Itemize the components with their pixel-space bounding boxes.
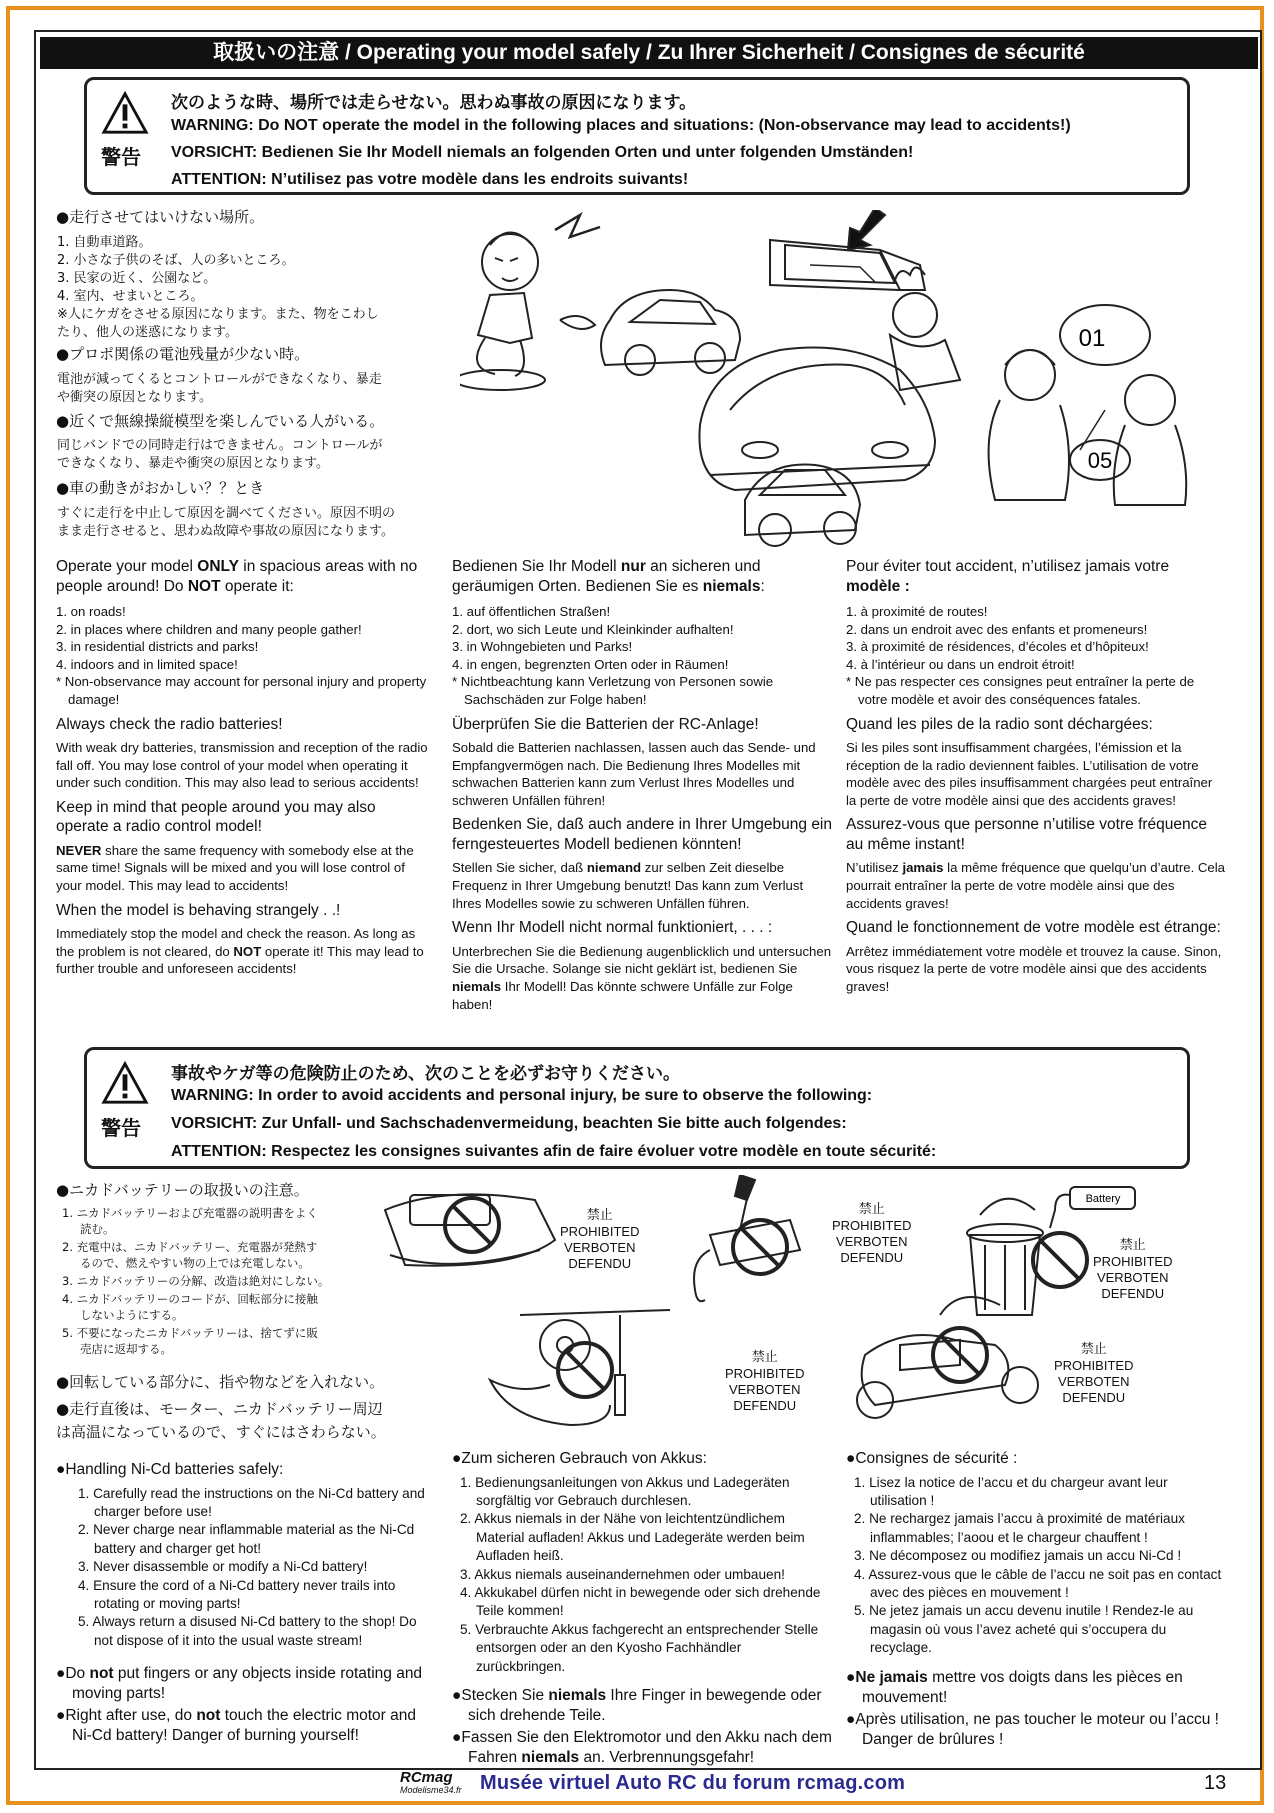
en-bullet-rotating: ●Do not put fingers or any objects inside rotating and moving parts! [56,1665,423,1703]
warning-jp: 次のような時、場所では走らせない。思わぬ事故の原因になります。 [171,93,697,113]
fr-paragraph: N’utilisez jamais la même fréquence que quelqu’un d’autre. Cela pourrait entraîner la perte de votre modèle ainsi que des accidents graves! [846,860,1226,911]
list-item: 4. Assurez-vous que le câble de l’accu ne soit pas en contact avec des pièces en mouvement ! [854,1566,1222,1600]
jp-line: 2. 充電中は、ニカドバッテリー、充電器が発熱す [62,1240,318,1254]
jp-heading-batteries: ●プロポ関係の電池残量が少ない時。 [56,345,310,363]
list-item: 4. Ensure the cord of a Ni-Cd battery never trails into rotating or moving parts! [78,1577,396,1611]
jp-line: ※人にケガをさせる原因になります。また、物をこわし [57,307,379,322]
list-item: 4. à l’intérieur ou dans un endroit étroit! [846,656,1075,672]
warning-fr: ATTENTION: Respectez les consignes suivantes afin de faire évoluer votre modèle en toute sécurité: [171,1143,937,1160]
jp-line: 電池が減ってくるとコントロールができなくなり、暴走 [57,372,382,387]
jp-line: まま走行させると、思わぬ故障や事故の原因になります。 [57,524,394,539]
list-item: 1. Lisez la notice de l’accu et du chargeur avant leur utilisation ! [854,1474,1168,1508]
warning-kanji: 警告 [101,1116,141,1140]
list-item: 3. à proximité de résidences, d’écoles et d’hôpiteux! [846,639,1149,655]
fr-heading-strange: Quand le fonctionnement de votre modèle est étrange: [846,919,1221,937]
fr-paragraph: Arrêtez immédiatement votre modèle et trouvez la cause. Sinon, vous risquez la perte de votre modèle ainsi que des accidents graves! [846,943,1222,994]
fr-heading-consignes: ●Consignes de sécurité : [846,1450,1018,1467]
de-paragraph: Stellen Sie sicher, daß niemand zur selben Zeit dieselbe Frequenz in Ihrer Umgebung benutzt! Das kann zum Verlust Ihres Modelles sowie zu schweren Unfällen führen. [452,860,804,911]
de-heading-akkus: ●Zum sicheren Gebrauch von Akkus: [452,1450,707,1467]
de-heading-strange: Wenn Ihr Modell nicht normal funktioniert, . . . : [452,919,773,937]
jp-heading-hot: ●走行直後は、モーター、ニカドバッテリー周辺 [56,1400,383,1418]
list-item: 2. Ne rechargez jamais l’accu à proximité de matériaux inflammables; l’aoou et le chargeur chauffent ! [854,1511,1185,1545]
prohibited-label-2: 禁止 PROHIBITED VERBOTEN DEFENDU [832,1202,912,1265]
jp-line: たり、他人の迷惑になります。 [57,325,238,340]
prohibited-label-4: 禁止 PROHIBITED VERBOTEN DEFENDU [725,1350,805,1413]
en-heading-batteries: Always check the radio batteries! [56,715,283,733]
de-paragraph: Unterbrechen Sie die Bedienung augenblicklich und untersuchen Sie die Ursache. Solange sie nicht geklärt ist, bedienen Sie niemals Ihr Modell! Das könnte schwere Unfälle zur Folge haben! [452,943,832,1012]
list-item: 3. in Wohngebieten und Parks! [452,639,633,655]
warning-jp: 事故やケガ等の危険防止のため、次のことを必ずお守りください。 [171,1064,680,1084]
en-nicd-list [56,1485,428,1651]
page-number: 13 [1204,1772,1227,1794]
jp-line: 3. ニカドバッテリーの分解、改造は絶対にしない。 [62,1274,330,1288]
list-item: 4. in engen, begrenzten Orten oder in Räumen! [452,656,729,672]
rcmag-logo: RCmag Modelisme34.fr [400,1769,462,1795]
en-heading-nicd: ●Handling Ni-Cd batteries safely: [56,1461,284,1478]
prohibited-label-5: 禁止 PROHIBITED VERBOTEN DEFENDU [1054,1342,1134,1405]
list-item: 5. Verbrauchte Akkus fachgerecht an entsprechender Stelle entsorgen oder an den Kyosho Fachhändler zurückbringen. [460,1621,819,1674]
list-item: 1. auf öffentlichen Straßen! [452,604,611,619]
jp-line: しないようにする。 [80,1308,184,1322]
jp-line: 4. ニカドバッテリーのコードが、回転部分に接触 [62,1292,318,1306]
list-item: 3. Ne décomposez ou modifiez jamais un accu Ni-Cd ! [854,1548,1182,1564]
warning-kanji: 警告 [101,145,141,169]
fr-bullet-hot: ●Après utilisation, ne pas toucher le moteur ou l’accu ! Danger de brûlures ! [846,1710,1219,1748]
de-heading-batteries: Überprüfen Sie die Batterien der RC-Anlage! [452,715,759,733]
de-heading-others: Bedenken Sie, daß auch andere in Ihrer Umgebung ein ferngesteuertes Modell bedienen könnten! [452,816,832,853]
list-note: * Ne pas respecter ces consignes peut entraîner la perte de votre modèle et avoir des conséquences fatales. [846,674,1195,707]
list-item: 1. Carefully read the instructions on the Ni-Cd battery and charger before use! [78,1485,425,1519]
en-heading-strange: When the model is behaving strangely . .! [56,901,341,919]
en-paragraph: With weak dry batteries, transmission and reception of the radio fall off. You may lose control of your model when operating it under such condition. This may also lead to serious accidents! [56,740,428,791]
jp-heading-nicd: ●ニカドバッテリーの取扱いの注意。 [56,1181,309,1199]
de-bullet-rotating: ●Stecken Sie niemals Ihre Finger in bewegende oder sich drehende Teile. [452,1686,822,1724]
list-item: 3. in residential districts and parks! [56,639,259,655]
bubble-channel-05: 05 [1087,448,1113,473]
illustration-unsafe-places [460,210,1250,555]
jp-line: すぐに走行を中止して原因を調べてください。原因不明の [57,506,396,521]
de-paragraph: Sobald die Batterien nachlassen, lassen auch das Sende- und Empfangvermögen nach. Die Bedienung Ihres Modelles mit schwachen Batterien kann zum Verlust Ihres Modelles und schweren Unfällen führen! [452,740,816,808]
jp-line: できなくなり、暴走や衝突の原因となります。 [57,456,329,471]
jp-heading-rotating: ●回転している部分に、指や物などを入れない。 [56,1373,385,1391]
warning-box-2 [84,1047,1190,1169]
warning-triangle-icon [101,1060,149,1106]
de-column-2 [452,1449,832,1770]
list-item: 4. Akkukabel dürfen nicht in bewegende oder sich drehende Teile kommen! [460,1584,821,1619]
fr-heading-others: Assurez-vous que personne n’utilise votre fréquence au même instant! [846,816,1208,853]
de-column-1 [452,557,834,1019]
warning-triangle-icon [101,90,149,136]
jp-line: 1. ニカドバッテリーおよび充電器の説明書をよく [62,1206,318,1220]
jp-heading-places: ●走行させてはいけない場所。 [56,208,265,226]
en-paragraph: NEVER share the same frequency with somebody else at the same time! Signals will be mixed and you will lose control of your model. This may lead to accidents! [56,842,414,894]
en-paragraph: Immediately stop the model and check the reason. As long as the problem is not cleared, do NOT operate it! This may lead to further trouble and unforeseen accidents! [56,926,424,977]
list-item: 4. indoors and in limited space! [56,656,238,672]
jp-heading-others: ●近くで無線操縦模型を楽しんでいる人がいる。 [56,412,385,430]
de-place-list [452,603,834,709]
jp-heading-hot-2: は高温になっているので、すぐにはさわらない。 [56,1423,386,1441]
jp-line: 2. 小さな子供のそば、人の多いところ。 [57,253,295,268]
fr-intro: Pour éviter tout accident, n’utilisez jamais votre modèle : [846,558,1170,595]
jp-line: るので、燃えやすい物の上では充電しない。 [80,1256,310,1270]
en-bullet-hot: ●Right after use, do not touch the electric motor and Ni-Cd battery! Danger of burning yourself! [56,1707,417,1745]
warning-de: VORSICHT: Zur Unfall- und Sachschadenvermeidung, beachten Sie bitte auch folgendes: [171,1115,847,1132]
list-item: 2. dort, wo sich Leute und Kleinkinder aufhalten! [452,621,734,637]
warning-fr: ATTENTION: N’utilisez pas votre modèle dans les endroits suivants! [171,171,689,188]
jp-line: や衝突の原因となります。 [57,390,212,405]
jp-heading-strange: ●車の動きがおかしい？？とき [56,479,265,497]
de-intro: Bedienen Sie Ihr Modell nur an sicheren und geräumigen Orten. Bedienen Sie es niemals: [452,558,765,595]
fr-accu-list [846,1474,1226,1658]
battery-label: Battery [1085,1193,1121,1205]
jp-line: 3. 民家の近く、公園など。 [57,271,217,286]
list-item: 2. dans un endroit avec des enfants et promeneurs! [846,621,1148,637]
fr-column-2 [846,1449,1226,1752]
list-item: 5. Ne jetez jamais un accu devenu inutile ! Rendez-le au magasin où vous l’avez acheté qui s’occupera du recyclage. [854,1603,1194,1656]
warning-en: WARNING: Do NOT operate the model in the following places and situations: (Non-observance may lead to accidents!) [171,117,1071,134]
footer-credit[interactable]: Musée virtuel Auto RC du forum rcmag.com [480,1772,906,1794]
fr-heading-batteries: Quand les piles de la radio sont déchargées: [846,715,1153,733]
de-akku-list [452,1474,832,1676]
en-column-1 [56,557,428,984]
jp-line: 5. 不要になったニカドバッテリーは、捨てずに販 [62,1326,318,1340]
fr-paragraph: Si les piles sont insuffisamment chargées, l’émission et la réception de la radio deviennent faibles. L’utilisation de votre modèle avec des piles insuffisamment chargées peut entraîner la perte de votre modèle ainsi que des accidents graves! [846,740,1213,808]
fr-bullet-rotating: ●Ne jamais mettre vos doigts dans les pièces en mouvement! [846,1668,1183,1706]
list-item: 1. à proximité de routes! [846,604,988,619]
prohibited-label-1: 禁止 PROHIBITED VERBOTEN DEFENDU [560,1208,640,1271]
list-note: * Nichtbeachtung kann Verletzung von Personen sowie Sachschäden zur Folge haben! [452,674,774,707]
list-item: 2. Akkus niemals in der Nähe von leichtentzündlichem Material aufladen! Akkus und Ladegeräte werden beim Aufladen heiß. [460,1511,805,1564]
jp-line: 同じバンドでの同時走行はできません。コントロールが [57,438,383,453]
list-note: * Non-observance may account for personal injury and property damage! [56,674,427,707]
bubble-channel-01: 01 [1078,325,1106,352]
list-item: 1. Bedienungsanleitungen von Akkus und Ladegeräten sorgfältig vor Gebrauch durchlesen. [460,1474,790,1508]
list-item: 5. Always return a disused Ni-Cd battery to the shop! Do not dispose of it into the usual waste stream! [78,1614,417,1648]
prohibited-label-3: 禁止 PROHIBITED VERBOTEN DEFENDU [1093,1238,1173,1301]
list-item: 3. Never disassemble or modify a Ni-Cd battery! [78,1559,368,1575]
jp-line: 1. 自動車道路。 [57,235,152,250]
page-title: 取扱いの注意 / Operating your model safely / Zu Ihrer Sicherheit / Consignes de sécurité [40,37,1258,69]
jp-line: 読む。 [80,1222,115,1236]
list-item: 1. on roads! [56,604,126,619]
fr-column-1 [846,557,1226,1002]
jp-line: 4. 室内、せまいところ。 [57,289,204,304]
en-heading-others: Keep in mind that people around you may also operate a radio control model! [56,798,376,836]
de-bullet-hot: ●Fassen Sie den Elektromotor und den Akku nach dem Fahren niemals an. Verbrennungsgefahr! [452,1728,832,1766]
fr-place-list [846,603,1226,709]
warning-en: WARNING: In order to avoid accidents and personal injury, be sure to observe the following: [171,1087,873,1104]
list-item: 3. Akkus niemals auseinandernehmen oder umbauen! [460,1566,785,1582]
list-item: 2. in places where children and many people gather! [56,621,362,637]
list-item: 2. Never charge near inflammable material as the Ni-Cd battery and charger get hot! [78,1522,415,1556]
warning-box-1 [84,77,1190,195]
en-column-2 [56,1460,428,1748]
en-intro: Operate your model ONLY in spacious areas with no people around! Do NOT operate it: [56,558,418,595]
jp-line: 売店に返却する。 [80,1342,172,1356]
en-place-list [56,603,428,709]
warning-de: VORSICHT: Bedienen Sie Ihr Modell niemals an folgenden Orten und unter folgenden Umständen! [171,144,914,161]
